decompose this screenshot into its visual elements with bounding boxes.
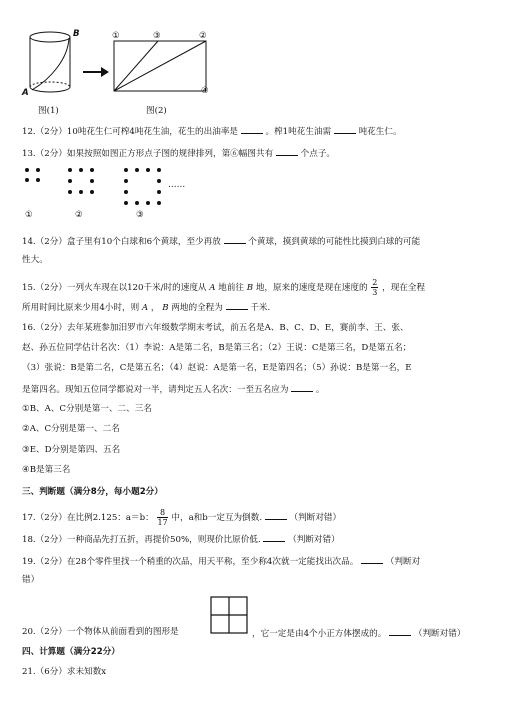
q19-text-a: 19.（2分）在28个零件里找一个稍重的次品，用天平称，至少称4次就一定能找出次品。 [22,557,359,567]
q15-point-b: B [246,283,254,293]
circle-1-label: ① [112,31,120,41]
fraction-8-17: $\frac{8}{17}$ [157,508,168,527]
dot-label-3: ③ [136,210,144,220]
answer-blank[interactable] [276,146,298,156]
q20-text-c: （判断对错） [413,629,466,639]
dot-label-1: ① [25,210,33,220]
q16-option-3[interactable]: ③E、D分别是第四、五名 [22,445,121,455]
question-14-line-1 [22,234,420,248]
q16-text-a: 是第四名。现知五位同学都说对一半，请判定五人名次：一至五名应为 [22,385,289,395]
q15-text-a: 15.（2分）一列火车现在以120千米/时的速度从 [22,283,207,293]
q18-text-b: （判断对错） [288,535,340,545]
question-18 [22,532,340,546]
four-square-icon [210,596,248,638]
dot-pattern-ellipsis: …… [168,180,186,190]
arrow-icon [83,62,109,81]
point-b-label: B [73,29,80,39]
answer-blank[interactable] [265,510,287,520]
question-16-line-3: （3）张说：B是第二名，C是第五名；（4）赵说：A是第一名，E是第四名；（5）孙说：B是第一名，E [22,363,412,373]
question-20-b [252,626,465,640]
section-3-title: 三、判断题（满分8分，每小题2分） [22,487,163,497]
answer-blank[interactable] [334,124,356,134]
q17-text-a: 17.（2分）在比例2.125：a＝b： [22,513,154,523]
question-15-line-1 [22,278,425,297]
section-4-title: 四、计算题（满分22分） [22,647,120,657]
q13-text-a: 13.（2分）如果按照如图正方形点子图的规律排列，第⑥幅图共有 [22,149,274,159]
figure-2-caption: 图(2) [146,106,167,116]
q15-text-c: 地，原来的速度是现在速度的 [255,283,368,293]
question-21: 21.（6分）求未知数x [22,667,107,677]
q17-text-b: 中，a和b一定互为倒数. [171,513,263,523]
dot-label-2: ② [75,210,83,220]
q16-option-2[interactable]: ②A、C分别是第一、二名 [22,424,120,434]
figure-1 [22,28,80,100]
answer-blank[interactable] [389,626,411,636]
q12-text-c: 吨花生仁。 [358,127,402,137]
fraction-two-thirds: $\frac{2}{3}$ [372,278,378,297]
q15-text-b: 地前往 [218,283,245,293]
circle-3-label: ③ [153,31,161,41]
question-20-a: 20.（2分）一个物体从前面看到的图形是 [22,627,179,637]
q15-text-f: 两地的全程为 [171,303,223,313]
question-12 [22,124,402,138]
q17-text-c: （判断对错） [289,513,342,523]
q20-text-b: ，它一定是由4个小正方体摆成的。 [252,629,387,639]
answer-blank[interactable] [241,124,263,134]
circle-2-label: ② [199,31,207,41]
question-19-line-2: 错） [22,575,40,585]
q13-text-b: 个点子。 [300,149,336,159]
cylinder-diagram [22,28,80,100]
q19-text-b: （判断对 [385,557,421,567]
rectangle-diagram [113,40,207,92]
q15-text-g: 千米. [250,303,271,313]
question-14-line-2: 性大。 [22,255,48,265]
q12-text-a: 12.（2分）10吨花生仁可榨4吨花生油，花生的出油率是 [22,127,239,137]
point-a-label: A [22,88,29,98]
q15-point-a2: A [141,303,149,313]
q18-text-a: 18.（2分）一种商品先打五折，再提价50%，则现价比原价低. [22,535,261,545]
question-15-line-2: 所用时间比原来少用4小时，则 A ， B 两地的全程为 千米. [22,300,270,314]
q16-option-1[interactable]: ①B、A、C分别是第一、二、三名 [22,404,152,414]
question-16-line-2: 赵、孙五位同学估计名次：（1）李说：A是第二名，B是第三名；（2）王说：C是第三名，D是第五名； [22,343,412,353]
answer-blank[interactable] [361,554,383,564]
answer-blank[interactable] [291,382,313,392]
q16-option-4[interactable]: ④B是第三名 [22,465,71,475]
q14-text-a: 14.（2分）盒子里有10个白球和6个黄球，至少再放 [22,237,221,247]
q12-text-b: 。榨1吨花生油需 [265,127,332,137]
q14-text-b: 个黄球，摸到黄球的可能性比摸到白球的可能 [248,237,421,247]
question-19-line-1 [22,554,420,568]
answer-blank[interactable] [224,234,246,244]
q15-text-d: ，现在全程 [382,283,426,293]
answer-blank[interactable] [226,300,248,310]
question-16-line-1: 16.（2分）去年某班参加汨罗市六年级数学期末考试，前五名是A、B、C、D、E，赛前李、王、张、 [22,323,409,333]
question-13 [22,146,335,160]
figure-2 [113,40,207,96]
question-16-line-4: 是第四名。现知五位同学都说对一半，请判定五人名次：一至五名应为 。 [22,382,325,396]
q15-point-a: A [209,283,216,293]
figure-1-caption: 图(1) [38,106,59,116]
answer-blank[interactable] [263,532,285,542]
q15-point-b2: B [162,303,169,313]
question-17 [22,508,341,527]
q15-text-e: 所用时间比原来少用4小时，则 [22,303,140,313]
circle-4-label: ④ [201,86,209,96]
